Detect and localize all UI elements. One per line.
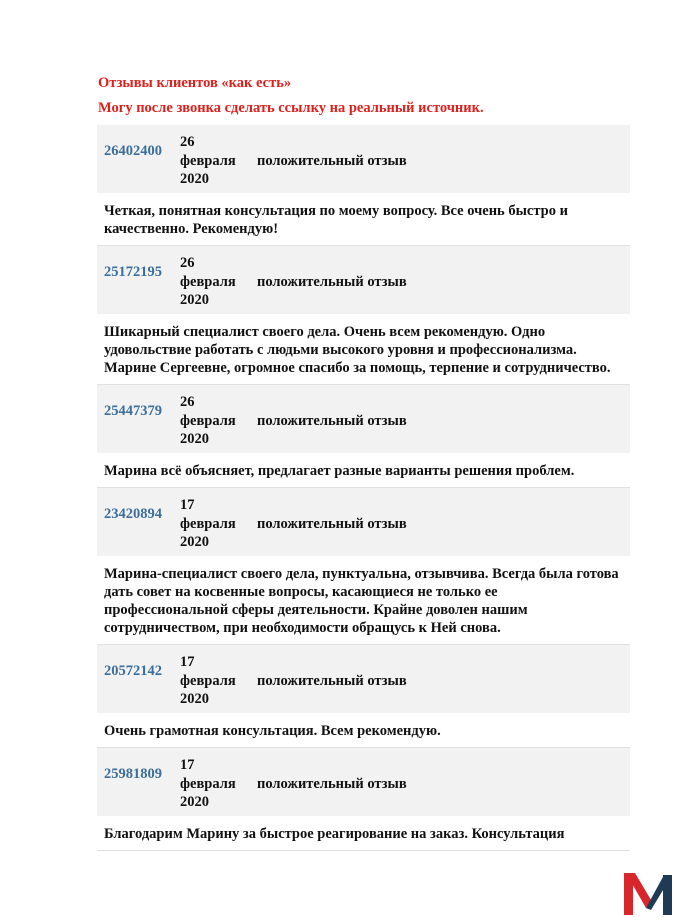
review-id: 25447379: [104, 403, 162, 419]
review-date-month: февраля: [180, 412, 236, 429]
review-id: 23420894: [104, 506, 162, 522]
review-type: положительный отзыв: [257, 672, 407, 689]
review-date-day: 26: [180, 255, 195, 271]
review-item: [97, 125, 630, 246]
review-item: [97, 385, 630, 488]
review-date-day: 26: [180, 394, 195, 410]
logo-right-leg: [663, 875, 672, 915]
review-date-year: 2020: [180, 534, 209, 550]
review-text: Марина всё объясняет, предлагает разные варианты решения проблем.: [97, 453, 630, 488]
reviews-table: [97, 125, 630, 880]
review-text: Очень грамотная консультация. Всем рекомендую.: [97, 713, 630, 748]
review-type: положительный отзыв: [257, 775, 407, 792]
review-date: [180, 133, 236, 189]
review-type: положительный отзыв: [257, 152, 407, 169]
review-id: 20572142: [104, 663, 162, 679]
review-date-year: 2020: [180, 691, 209, 707]
review-text: Четкая, понятная консультация по моему вопросу. Все очень быстро и качественно. Рекомендую!: [97, 193, 630, 246]
review-date: [180, 393, 236, 449]
review-date: [180, 254, 236, 310]
review-item: [97, 246, 630, 385]
review-text: Марина-специалист своего дела, пунктуальна, отзывчива. Всегда была готова дать совет на косвенные вопросы, касающиеся не только ее профессиональной сферы деятельности. Крайне доволен нашим сотрудничеством, при необходимости обращусь к Ней снова.: [97, 556, 630, 645]
review-header: [97, 488, 630, 556]
review-item: [97, 645, 630, 748]
review-header: [97, 385, 630, 453]
review-date-month: февраля: [180, 672, 236, 689]
review-type: положительный отзыв: [257, 412, 407, 429]
review-id: 25172195: [104, 264, 162, 280]
brand-logo: [624, 870, 674, 915]
review-header: [97, 246, 630, 314]
review-id: 26402400: [104, 143, 162, 159]
review-date-month: февраля: [180, 775, 236, 792]
review-date-day: 17: [180, 497, 195, 513]
review-header: [97, 645, 630, 713]
review-date: [180, 756, 236, 812]
review-date-year: 2020: [180, 431, 209, 447]
review-date-month: февраля: [180, 515, 236, 532]
review-header: [97, 125, 630, 193]
review-type: положительный отзыв: [257, 273, 407, 290]
review-date-month: февраля: [180, 273, 236, 290]
review-date-day: 17: [180, 757, 195, 773]
review-date-day: 26: [180, 134, 195, 150]
review-date-year: 2020: [180, 171, 209, 187]
review-date: [180, 496, 236, 552]
review-date-year: 2020: [180, 794, 209, 810]
review-text: Благодарим Марину за быстрое реагирование на заказ. Консультация: [97, 816, 630, 851]
review-text: Шикарный специалист своего дела. Очень всем рекомендую. Одно удовольствие работать с людьми высокого уровня и профессионализма. Марине Сергеевне, огромное спасибо за помощь, терпение и сотрудничество.: [97, 314, 630, 385]
source-link-note: Могу после звонка сделать ссылку на реальный источник.: [98, 100, 484, 116]
review-type: положительный отзыв: [257, 515, 407, 532]
review-date-month: февраля: [180, 152, 236, 169]
reviews-heading: Отзывы клиентов «как есть»: [98, 75, 292, 91]
review-date: [180, 653, 236, 709]
review-header: [97, 748, 630, 816]
review-item: [97, 488, 630, 645]
review-date-day: 17: [180, 654, 195, 670]
review-item: [97, 748, 630, 851]
review-id: 25981809: [104, 766, 162, 782]
review-date-year: 2020: [180, 292, 209, 308]
